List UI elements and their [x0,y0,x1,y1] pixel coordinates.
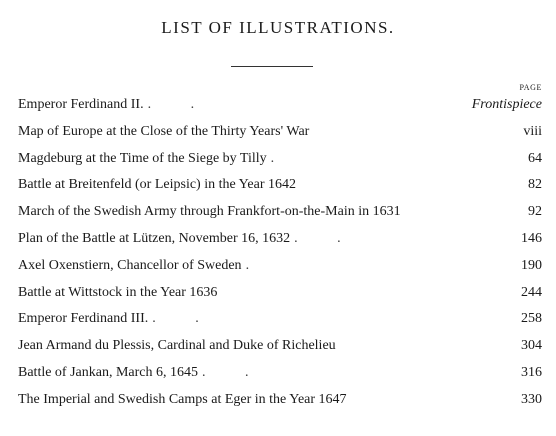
entry-title: Battle of Jankan, March 6, 1645 [18,364,199,380]
dot-leader: . . [152,311,217,327]
list-item [18,308,542,335]
list-item [18,282,542,309]
list-item [18,228,542,255]
entry-title: Jean Armand du Plessis, Cardinal and Duke of Richelieu [18,338,336,354]
illustrations-list [18,94,542,416]
entry-page: 304 [521,338,542,354]
entry-page: 92 [528,204,542,220]
page-title: LIST OF ILLUSTRATIONS. [161,18,395,37]
dot-leader: . [270,150,293,166]
list-item [18,148,542,175]
entry-title: Battle at Wittstock in the Year 1636 [18,284,218,300]
list-item [18,174,542,201]
list-item [18,121,542,148]
dot-leader: . . [147,97,213,112]
dot-leader: . [245,257,268,273]
entry-title: Emperor Ferdinand III. [18,311,149,327]
entry-page: 316 [521,364,542,380]
entry-title: Map of Europe at the Close of the Thirty Years' War [18,123,310,139]
list-item [18,94,542,121]
entry-page: 146 [521,230,542,246]
entry-title: The Imperial and Swedish Camps at Eger in the Year 1647 [18,391,347,407]
list-item [18,335,542,362]
list-item [18,255,542,282]
entry-title: Axel Oxenstiern, Chancellor of Sweden [18,257,242,273]
entry-title: Emperor Ferdinand II. [18,97,144,112]
entry-page: 244 [521,284,542,300]
title-divider [231,66,313,67]
page-column-header: PAGE [519,83,542,92]
entry-page: 64 [528,150,542,166]
entry-title: Plan of the Battle at Lützen, November 16, 1632 [18,230,291,246]
entry-page: Frontispiece [471,97,542,112]
entry-title: Magdeburg at the Time of the Siege by Tilly [18,150,267,166]
list-item [18,389,542,416]
list-item [18,201,542,228]
entry-page: 190 [521,257,542,273]
dot-leader: . . [202,364,267,380]
list-item [18,362,542,389]
entry-page: 330 [521,391,542,407]
dot-leader: . . [294,230,359,246]
entry-page: viii [523,123,542,139]
entry-page: 82 [528,177,542,193]
entry-page: 258 [521,311,542,327]
entry-title: Battle at Breitenfeld (or Leipsic) in the Year 1642 [18,177,296,193]
entry-title: March of the Swedish Army through Frankfort-on-the-Main in 1631 [18,204,401,220]
